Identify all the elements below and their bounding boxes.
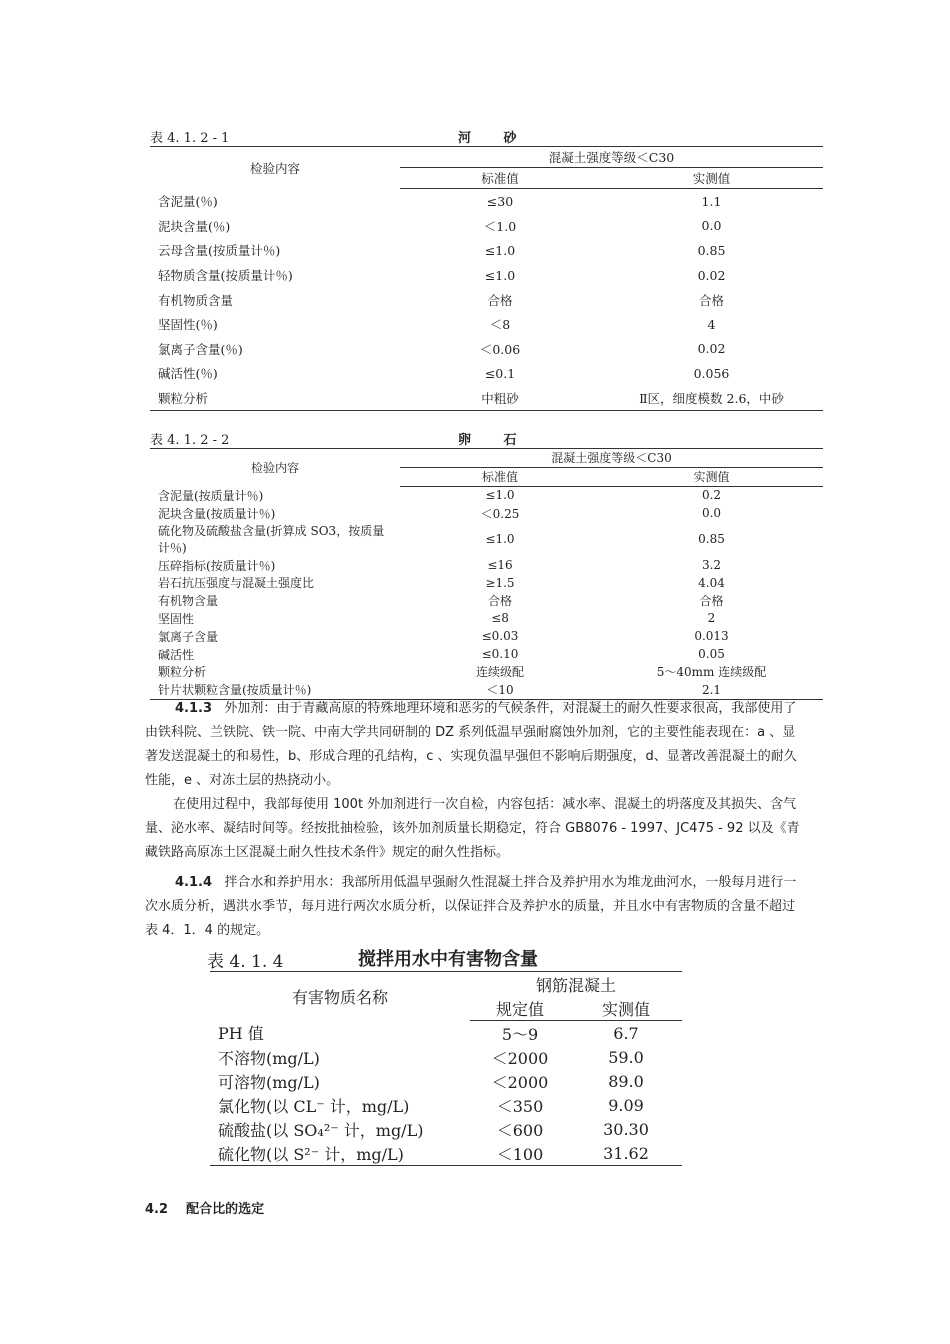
cell-std: ＜2000 [491,1048,549,1068]
table3-col-item: 有害物质名称 [210,972,470,1021]
cell-item: 硫酸盐(以 SO₄²⁻ 计，mg/L) [218,1120,424,1140]
cell-meas: 0.02 [697,267,726,283]
table2-col-std: 标准值 [400,467,600,486]
cell-std: ＜0.06 [479,341,521,357]
table2-group-header: 混凝土强度等级＜C30 [400,449,823,468]
cell-std: ＜600 [496,1120,544,1140]
table-row [150,312,823,337]
cell-std: ≤16 [487,558,513,573]
table-row [150,263,823,288]
cell-meas: 0.0 [701,506,722,521]
cell-std: ≤0.03 [481,629,519,644]
cell-std: ＜1.0 [483,218,517,234]
table-row [210,1069,682,1093]
table-row [150,504,823,522]
table-row [150,214,823,239]
cell-meas: 0.02 [697,341,726,357]
cell-item: 坚固性 [158,611,195,626]
cell-meas: 31.62 [570,1141,682,1166]
cell-std: ＜2000 [491,1072,549,1092]
section-413-para2: 在使用过程中，我部每使用 100t 外加剂进行一次自检，内容包括：减水率、混凝土的坍落度及其损失、含气量、泌水率、凝结时间等。经按批抽检验，该外加剂质量长期稳定，符合 GB8076 - 1997、JC475 - 92 以及《青藏铁路高原冻土区混凝土耐久性技术条件》规定的耐久性指标。 [145,797,800,860]
cell-item: 硫化物及硫酸盐含量(折算成 SO3，按质量计％) [158,524,385,556]
cell-std: 中粗砂 [400,386,600,411]
cell-item: 坚固性(％) [158,317,218,333]
section-413-text: 外加剂：由于青藏高原的特殊地理环境和恶劣的气候条件，对混凝土的耐久性要求很高，我部使用了由铁科院、兰铁院、铁一院、中南大学共同研制的 DZ 系列低温早强耐腐蚀外加剂，它的主要性能表现在：a 、显著发送混凝土的和易性，b、形成合理的孔结构，c 、实现负温早强但不影响后期强度，d、显著改善混凝土的耐久性能，e 、对冻土层的热挠动小。 [145,701,797,788]
cell-meas: 4 [707,316,716,332]
table2-caption: 表 4. 1. 2 - 2 [150,433,230,448]
section-42-heading [145,1198,264,1217]
cell-meas: 0.0 [701,218,722,234]
cell-item: 含泥量(％) [158,194,218,210]
table-row [150,287,823,312]
cell-meas: 3.2 [701,558,722,573]
cell-item: 有机物质含量 [158,292,234,308]
table3-caption: 表 4. 1. 4 [207,952,284,972]
section-413-para1 [145,697,805,793]
cell-std: ≤8 [491,611,509,626]
cell-std: ＜10 [400,681,600,699]
cell-meas: Ⅱ区，细度模数 2.6，中砂 [600,386,823,411]
section-42-title: 配合比的选定 [186,1202,265,1217]
table1-group-header: 混凝土强度等级＜C30 [400,147,823,168]
cell-item: 颗粒分析 [150,386,400,411]
cell-item: 氯化物(以 CL⁻ 计，mg/L) [218,1096,410,1116]
cell-std: ≤30 [486,193,514,209]
table-row [210,1093,682,1117]
cell-std: 连续级配 [475,665,524,680]
cell-item: PH 值 [218,1024,264,1044]
table1-col-std: 标准值 [400,168,600,189]
table1-title: 河 砂 [458,131,531,146]
cell-meas: 0.2 [701,488,722,503]
table-row [150,645,823,663]
cell-std: ≤1.0 [484,242,516,258]
table-row [150,486,823,504]
cell-meas: 0.056 [693,365,730,381]
cell-item: 有机物含量 [158,594,219,609]
cell-meas: 59.0 [608,1047,644,1067]
cell-std: ≥1.5 [485,575,515,590]
table-row [210,1141,682,1166]
cell-meas: 89.0 [608,1071,644,1091]
table-row [210,1021,682,1046]
cell-std: 合格 [487,292,513,308]
table-row [150,556,823,574]
cell-meas: 30.30 [603,1119,649,1139]
cell-item: 不溶物(mg/L) [218,1048,320,1068]
cell-item: 颗粒分析 [158,665,207,680]
cell-item: 岩石抗压强度与混凝土强度比 [158,576,315,591]
cell-item: 碱活性 [158,647,195,662]
cell-meas: 0.013 [694,629,729,644]
cell-item: 压碎指标(按质量计％) [158,558,276,573]
cell-std: ≤0.1 [484,365,516,381]
cell-item: 氯离子含量(％) [158,341,243,357]
cell-std: 5～9 [501,1024,539,1044]
table-row [150,610,823,628]
cell-item: 氯离子含量 [158,629,219,644]
cell-item: 泥块含量(按质量计％) [158,506,276,521]
cell-item: 泥块含量(％) [158,218,231,234]
cell-meas: 2 [707,611,716,626]
table3-group-header: 钢筋混凝土 [470,972,682,997]
cell-meas: 9.09 [608,1095,644,1115]
cell-item: 云母含量(按质量计％) [158,243,281,259]
table3 [210,971,682,1166]
section-414-text: 拌合水和养护用水：我部所用低温早强耐久性混凝土拌合及养护用水为堆龙曲河水，一般每月进行一次水质分析，遇洪水季节，每月进行两次水质分析，以保证拌合及养护水的质量，并且水中有害物质的含量不超过表 4．1．4 的规定。 [145,875,797,938]
table-row [150,386,823,411]
table1-col-item: 检验内容 [150,147,400,189]
cell-item: 轻物质含量(按质量计％) [158,268,293,284]
section-42-number: 4.2 [145,1202,169,1217]
table3-col-std: 规定值 [470,996,570,1021]
table-row [150,189,823,214]
cell-item: 针片状颗粒含量(按质量计％) [150,681,400,699]
cell-meas: 0.85 [698,532,725,547]
table-row [150,238,823,263]
table-row [150,627,823,645]
cell-std: ＜350 [496,1096,544,1116]
cell-meas: 0.05 [698,647,725,662]
table-row [150,522,823,556]
table2 [150,448,823,700]
table1 [150,146,823,411]
table-row [150,592,823,610]
table3-title: 搅拌用水中有害物含量 [358,949,538,970]
cell-item: 含泥量(按质量计％) [158,488,264,503]
cell-meas: 合格 [698,292,724,308]
cell-std: ＜0.25 [480,506,520,521]
section-413-number: 4.1.3 [175,701,213,716]
cell-meas: 1.1 [701,193,722,209]
cell-meas: 合格 [699,594,724,609]
cell-meas: 2.1 [600,681,823,699]
section-414-para [145,871,805,943]
cell-std: ＜8 [489,317,511,333]
table1-col-meas: 实测值 [600,168,823,189]
cell-item: 可溶物(mg/L) [218,1072,320,1092]
cell-std: ≤0.10 [481,647,519,662]
cell-std: ≤1.0 [485,488,515,503]
cell-item: 碱活性(％) [158,366,218,382]
table-row [210,1117,682,1141]
cell-meas: 6.7 [613,1023,639,1043]
table2-title: 卵 石 [458,433,531,448]
cell-std: ≤1.0 [484,267,516,283]
cell-std: 合格 [487,594,512,609]
cell-item: 硫化物(以 S²⁻ 计，mg/L) [210,1141,470,1166]
cell-meas: 0.85 [697,242,726,258]
table-row [150,361,823,386]
cell-meas: 5～40mm 连续级配 [656,665,767,680]
cell-std: ＜100 [470,1141,570,1166]
table2-col-item: 检验内容 [150,449,400,487]
table-row [150,663,823,681]
cell-std: ≤1.0 [485,532,515,547]
section-414-number: 4.1.4 [175,875,213,890]
table-row [210,1045,682,1069]
table-row [150,337,823,362]
table-row [150,574,823,592]
cell-meas: 4.04 [698,575,725,590]
table2-col-meas: 实测值 [600,467,823,486]
table1-caption: 表 4. 1. 2 - 1 [150,131,230,146]
table3-col-meas: 实测值 [570,996,682,1021]
